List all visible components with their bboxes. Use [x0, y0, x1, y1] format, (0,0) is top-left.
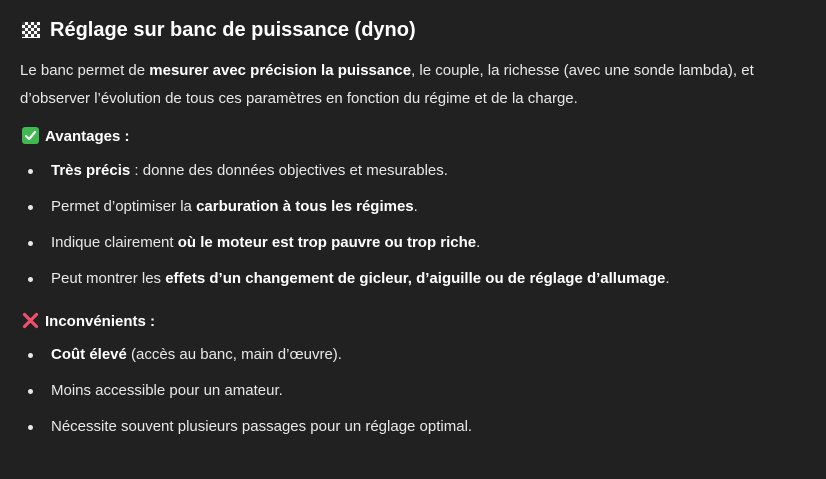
list-item	[20, 232, 670, 268]
check-mark-icon	[22, 127, 39, 144]
item-text: Nécessite souvent plusieurs passages pour un réglage optimal.	[51, 418, 473, 435]
item-text: Moins accessible pour un amateur.	[51, 382, 283, 399]
item-text: .	[665, 270, 670, 287]
intro-text: d’observer l’évolution de tous ces paramètres en fonction du régime et de la charge.	[20, 90, 578, 107]
avantages-list	[20, 160, 670, 304]
list-item	[20, 344, 472, 380]
inconvenients-list	[20, 344, 472, 452]
item-bold: Très précis	[51, 162, 131, 179]
checkered-flag-icon	[22, 22, 40, 38]
intro-text: , le couple, la richesse (avec une sonde lambda), et	[411, 62, 754, 79]
bullet-icon	[28, 353, 33, 358]
title-text: Réglage sur banc de puissance (dyno)	[50, 19, 416, 41]
section-title	[22, 16, 416, 44]
intro-paragraph	[20, 57, 800, 113]
list-item	[20, 196, 670, 232]
item-bold: où le moteur est trop pauvre ou trop riche	[177, 234, 477, 251]
item-text: : donne des données objectives et mesurables.	[130, 162, 448, 179]
list-item	[20, 380, 472, 416]
list-item	[20, 160, 670, 196]
item-text: .	[413, 198, 418, 215]
intro-text: Le banc permet de	[20, 62, 150, 79]
item-bold: carburation à tous les régimes	[196, 198, 414, 215]
bullet-icon	[28, 277, 33, 282]
item-bold: Coût élevé	[51, 346, 127, 363]
list-item	[20, 268, 670, 304]
avantages-heading	[22, 126, 129, 148]
item-text: .	[476, 234, 481, 251]
cross-mark-icon	[22, 312, 39, 329]
inconvenients-heading-text: Inconvénients :	[45, 313, 156, 330]
bullet-icon	[28, 425, 33, 430]
list-item	[20, 416, 472, 452]
intro-bold: mesurer avec précision la puissance	[149, 62, 412, 79]
bullet-icon	[28, 241, 33, 246]
item-text: Peut montrer les	[51, 270, 166, 287]
avantages-heading-text: Avantages :	[45, 128, 130, 145]
bullet-icon	[28, 169, 33, 174]
bullet-icon	[28, 389, 33, 394]
item-text: (accès au banc, main d’œuvre).	[126, 346, 342, 363]
item-text: Indique clairement	[51, 234, 178, 251]
inconvenients-heading	[22, 311, 155, 333]
item-bold: effets d’un changement de gicleur, d’aiguille ou de réglage d’allumage	[165, 270, 666, 287]
item-text: Permet d’optimiser la	[51, 198, 197, 215]
bullet-icon	[28, 205, 33, 210]
